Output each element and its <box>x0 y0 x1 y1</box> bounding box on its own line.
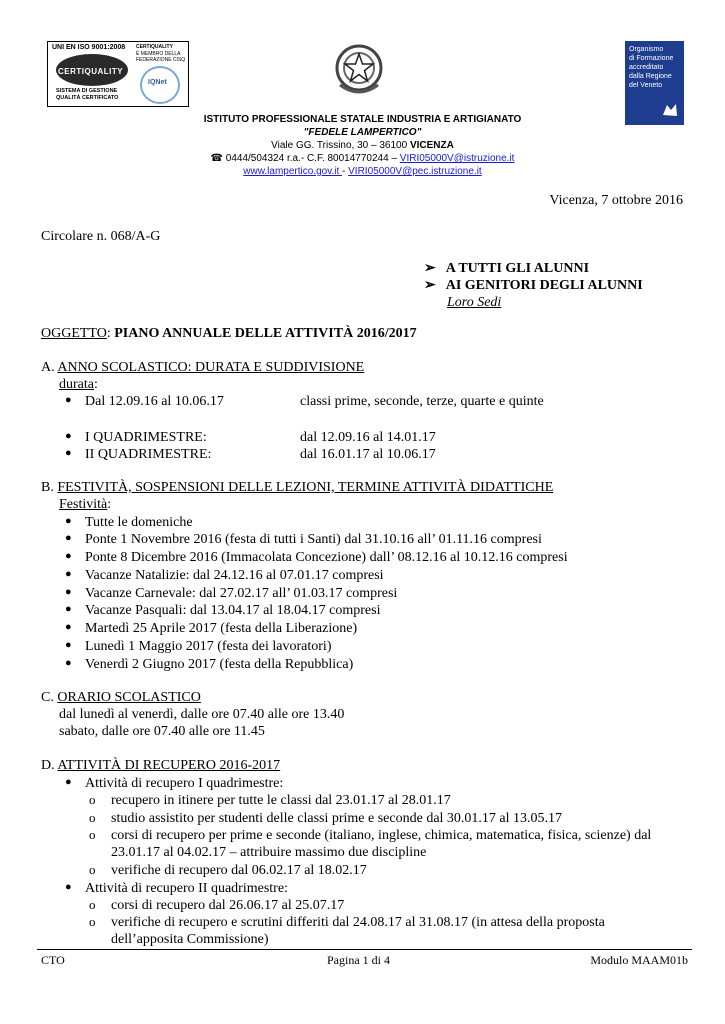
festivita-item: Venerdì 2 Giugno 2017 (festa della Repubblica) <box>85 657 354 672</box>
bullet-icon: ● <box>65 776 72 788</box>
durata-text: durata <box>59 377 94 392</box>
cert-bottom-2: QUALITÀ CERTIFICATO <box>56 95 119 101</box>
institute-header <box>0 113 725 178</box>
bullet-icon: ● <box>65 515 72 527</box>
section-d-heading <box>41 757 280 775</box>
bullet-icon: ● <box>65 881 72 893</box>
recupero-q2-item: verifiche di recupero e scrutini differiti dal 24.08.17 al 31.08.17 (in attesa della proposta <box>111 915 605 930</box>
certiquality-logo <box>47 41 189 107</box>
oggetto-label: OGGETTO <box>41 326 107 341</box>
web-separator: - <box>342 166 349 177</box>
oggetto-text: PIANO ANNUALE DELLE ATTIVITÀ 2016/2017 <box>114 326 417 341</box>
festivita-item: Lunedì 1 Maggio 2017 (festa dei lavoratori) <box>85 639 332 654</box>
cert-main-label: CERTIQUALITY <box>58 67 124 76</box>
oggetto-line <box>41 325 417 343</box>
arrow-bullet-icon: ➢ <box>424 261 436 276</box>
institute-subtitle: "FEDELE LAMPERTICO" <box>303 127 422 138</box>
circle-bullet-icon: o <box>89 897 96 912</box>
institute-address <box>0 139 725 152</box>
bullet-icon: ● <box>65 568 72 580</box>
region-line-2: di Formazione <box>629 55 674 62</box>
region-line-1: Organismo <box>629 46 664 53</box>
institute-contacts <box>0 152 725 165</box>
email-link[interactable]: VIRI05000V@istruzione.it <box>399 153 515 164</box>
durata-row-right: classi prime, seconde, terze, quarte e quinte <box>300 394 544 409</box>
footer-left: CTO <box>41 953 65 967</box>
section-c-title: ORARIO SCOLASTICO <box>57 690 201 705</box>
cert-top-label: UNI EN ISO 9001:2008 <box>52 44 126 51</box>
section-a-title: ANNO SCOLASTICO: DURATA E SUDDIVISIONE <box>57 360 365 375</box>
footer-module: Modulo MAAM01b <box>590 953 688 967</box>
footer-page-number: Pagina 1 di 4 <box>327 953 390 967</box>
cert-side-3: FEDERAZIONE CISQ <box>136 57 186 63</box>
circle-bullet-icon: o <box>89 827 96 842</box>
section-b-heading <box>41 479 553 497</box>
bullet-icon: ● <box>65 447 72 459</box>
recupero-q1-item: verifiche di recupero dal 06.02.17 al 18.02.17 <box>111 863 367 878</box>
bullet-icon: ● <box>65 657 72 669</box>
recipient-2 <box>424 277 643 295</box>
recupero-q2-heading: Attività di recupero II quadrimestre: <box>85 881 288 896</box>
section-b-title: FESTIVITÀ, SOSPENSIONI DELLE LEZIONI, TERMINE ATTIVITÀ DIDATTICHE <box>57 480 554 495</box>
recupero-q2-item-cont: dell’apposita Commissione) <box>111 932 269 947</box>
quad2-label: II QUADRIMESTRE: <box>85 447 212 462</box>
section-c-heading <box>41 689 201 707</box>
section-d-prefix: D. <box>41 758 58 773</box>
section-c-prefix: C. <box>41 690 58 705</box>
bullet-icon: ● <box>65 621 72 633</box>
circolare-number: Circolare n. 068/A-G <box>41 229 161 244</box>
oggetto-colon: : <box>106 326 115 341</box>
recipient-1 <box>424 260 589 278</box>
festivita-item: Tutte le domeniche <box>85 515 193 530</box>
footer-divider <box>37 949 692 950</box>
festivita-colon: : <box>107 497 112 512</box>
recupero-q1-heading: Attività di recupero I quadrimestre: <box>85 776 284 791</box>
institute-name: ISTITUTO PROFESSIONALE STATALE INDUSTRIA E ARTIGIANATO <box>203 114 522 125</box>
recupero-q2-item: corsi di recupero dal 26.06.17 al 25.07.17 <box>111 898 345 913</box>
festivita-item: Martedì 25 Aprile 2017 (festa della Liberazione) <box>85 621 358 636</box>
bullet-icon: ● <box>65 550 72 562</box>
orario-weekdays: dal lunedì al venerdì, dalle ore 07.40 alle ore 13.40 <box>59 707 345 722</box>
recipient-1-text: A TUTTI GLI ALUNNI <box>445 261 590 276</box>
cert-side-1: CERTIQUALITY <box>136 44 173 50</box>
festivita-item: Vacanze Carnevale: dal 27.02.17 all’ 01.03.17 compresi <box>85 586 398 601</box>
durata-row-left: Dal 12.09.16 al 10.06.17 <box>85 394 224 409</box>
cert-side-2: È MEMBRO DELLA <box>136 51 181 57</box>
recupero-q1-item-cont: 23.01.17 al 04.02.17 – attribuire massimo due discipline <box>111 845 427 860</box>
region-line-5: del Veneto <box>629 82 663 89</box>
recipient-2-text: AI GENITORI DEGLI ALUNNI <box>445 278 643 293</box>
orario-saturday: sabato, dalle ore 07.40 alle ore 11.45 <box>59 724 265 739</box>
bullet-icon: ● <box>65 639 72 651</box>
arrow-bullet-icon: ➢ <box>424 278 436 293</box>
circle-bullet-icon: o <box>89 810 96 825</box>
italian-republic-emblem <box>332 41 386 97</box>
address-text: Viale GG. Trissino, 30 – 36100 <box>271 140 410 151</box>
festivita-item: Ponte 1 Novembre 2016 (festa di tutti i Santi) dal 31.10.16 all’ 01.11.16 compresi <box>85 532 542 547</box>
festivita-item: Ponte 8 Dicembre 2016 (Immacolata Concezione) dall’ 08.12.16 al 10.12.16 compresi <box>85 550 568 565</box>
region-line-3: accreditato <box>629 64 664 71</box>
address-city: VICENZA <box>409 140 454 151</box>
document-date: Vicenza, 7 ottobre 2016 <box>549 193 683 208</box>
durata-label <box>59 376 98 394</box>
region-line-4: dalla Regione <box>629 73 672 80</box>
section-d-title: ATTIVITÀ DI RECUPERO 2016-2017 <box>57 758 281 773</box>
recupero-q1-item: studio assistito per studenti delle classi prime e seconde dal 30.01.17 al 13.05.17 <box>111 811 563 826</box>
festivita-text: Festività <box>59 497 108 512</box>
section-b-prefix: B. <box>41 480 58 495</box>
circle-bullet-icon: o <box>89 792 96 807</box>
iqnet-logo <box>140 66 180 104</box>
circle-bullet-icon: o <box>89 914 96 929</box>
recupero-q1-item: recupero in itinere per tutte le classi dal 23.01.17 al 28.01.17 <box>111 793 451 808</box>
phone-text: ☎ 0444/504324 r.a.- C.F. 80014770244 – <box>210 153 400 164</box>
festivita-label <box>59 496 111 514</box>
quad2-dates: dal 16.01.17 al 10.06.17 <box>300 447 436 462</box>
bullet-icon: ● <box>65 394 72 406</box>
pec-email-link[interactable]: VIRI05000V@pec.istruzione.it <box>348 166 482 177</box>
festivita-item: Vacanze Pasquali: dal 13.04.17 al 18.04.17 compresi <box>85 603 381 618</box>
section-a-heading <box>41 359 364 377</box>
iqnet-label: IQNet <box>148 79 167 86</box>
recupero-q1-item: corsi di recupero per prime e seconde (italiano, inglese, chimica, matematica, fisica, scienze) dal <box>111 828 652 843</box>
section-a-prefix: A. <box>41 360 58 375</box>
quad1-label: I QUADRIMESTRE: <box>85 430 207 445</box>
website-link[interactable]: www.lampertico.gov.it <box>243 166 343 177</box>
cert-bottom-1: SISTEMA DI GESTIONE <box>56 88 118 94</box>
festivita-item: Vacanze Natalizie: dal 24.12.16 al 07.01.17 compresi <box>85 568 384 583</box>
institute-web <box>0 165 725 178</box>
bullet-icon: ● <box>65 532 72 544</box>
bullet-icon: ● <box>65 430 72 442</box>
durata-colon: : <box>93 377 98 392</box>
bullet-icon: ● <box>65 586 72 598</box>
loro-sedi: Loro Sedi <box>447 295 502 310</box>
bullet-icon: ● <box>65 603 72 615</box>
quad1-dates: dal 12.09.16 al 14.01.17 <box>300 430 436 445</box>
circle-bullet-icon: o <box>89 862 96 877</box>
